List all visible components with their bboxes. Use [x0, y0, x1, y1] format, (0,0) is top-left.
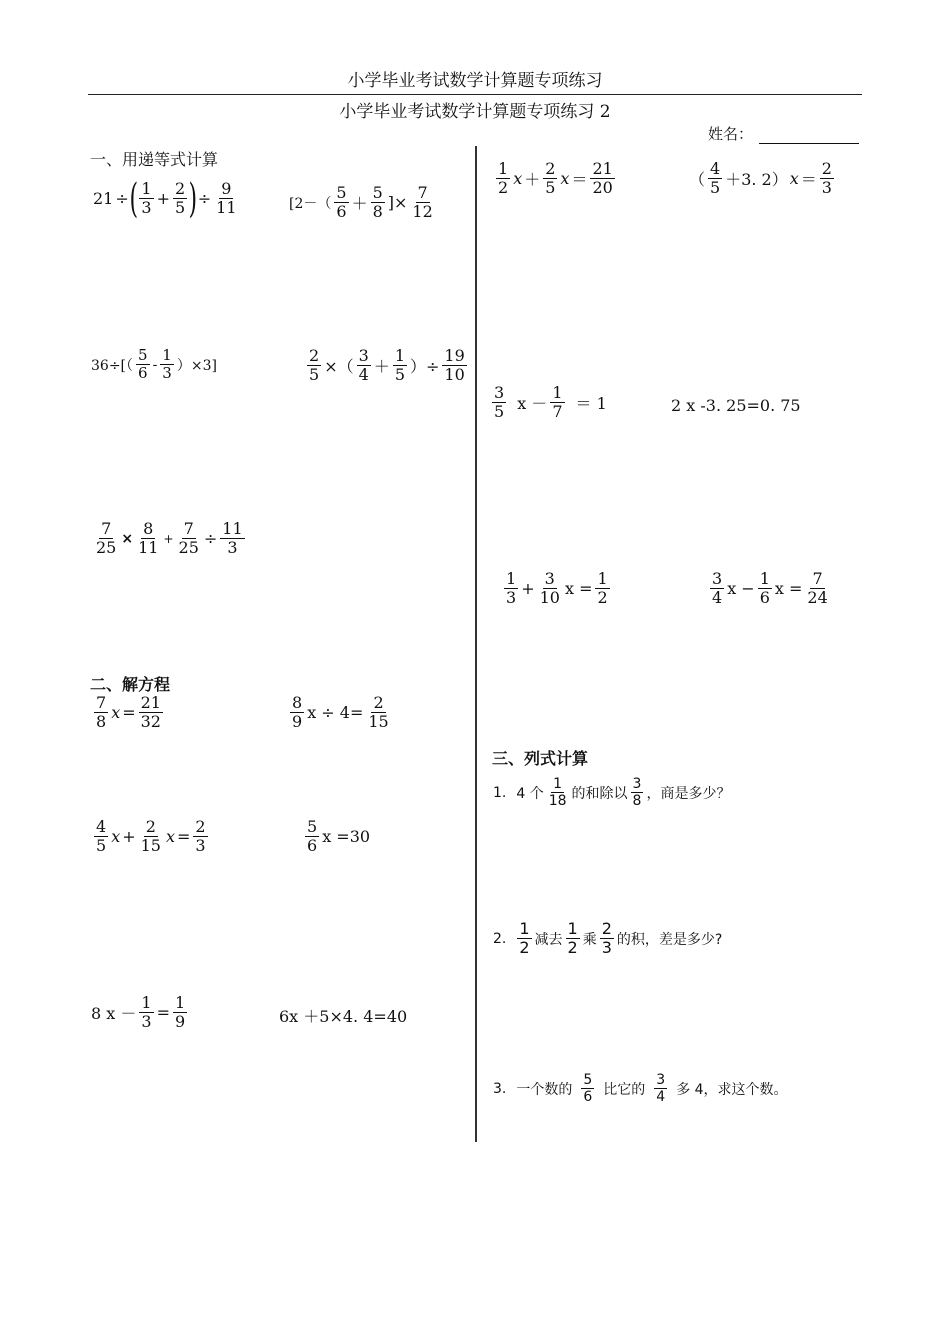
fraction	[805, 570, 829, 608]
expression-text: ＋3. 2）	[725, 170, 788, 190]
fraction-numerator: 5	[583, 1072, 593, 1088]
expression-text: 减去	[534, 931, 563, 948]
expression-text: x －	[517, 394, 548, 414]
fraction-denominator: 5	[309, 365, 320, 385]
expression-text: ）×3]	[176, 357, 217, 374]
fraction	[547, 776, 569, 809]
equation-6	[278, 1004, 408, 1027]
fraction	[550, 384, 564, 422]
fraction-numerator: 1	[498, 159, 509, 178]
fraction	[758, 570, 772, 608]
word-problem-2	[492, 920, 723, 958]
fraction-numerator: 7	[96, 693, 107, 712]
fraction-denominator: 6	[138, 364, 148, 383]
fraction-numerator: 11	[222, 519, 243, 538]
fraction	[94, 818, 108, 856]
fraction-numerator: 7	[183, 519, 194, 538]
fraction-numerator: 3	[544, 569, 555, 588]
fraction-denominator: 24	[807, 588, 828, 608]
equation-2	[288, 694, 393, 732]
fraction	[566, 920, 580, 958]
expression-text: [2－（	[289, 195, 332, 212]
fraction-numerator: 21	[140, 693, 161, 712]
fraction-numerator: 2	[373, 693, 384, 712]
expression-text: =	[122, 703, 136, 723]
expression-text: +	[163, 531, 174, 546]
expression-text: ＝	[571, 170, 588, 190]
fraction-numerator: 1	[141, 179, 152, 198]
fraction-denominator: 18	[548, 793, 567, 810]
fraction	[139, 818, 163, 856]
fraction-denominator: 8	[372, 202, 383, 222]
fraction-numerator: 1	[553, 776, 563, 792]
problem-4	[305, 347, 469, 385]
expression-text: x ÷ 4=	[307, 703, 364, 723]
fraction	[94, 520, 118, 558]
fraction-numerator: 4	[96, 817, 107, 836]
expression-text: 2 x -3. 25=0. 75	[671, 396, 801, 415]
fraction	[504, 570, 518, 608]
expression-text: 2.	[493, 930, 507, 947]
expression-text: x	[111, 827, 121, 847]
fraction-numerator: 1	[162, 346, 172, 364]
fraction	[410, 184, 434, 222]
fraction	[136, 347, 150, 383]
fraction-numerator: 2	[821, 159, 832, 178]
fraction-denominator: 10	[444, 365, 465, 385]
expression-text: x	[513, 169, 523, 189]
fraction	[492, 384, 506, 422]
fraction-numerator: 1	[506, 569, 517, 588]
fraction-numerator: 2	[309, 346, 320, 365]
fraction	[160, 347, 174, 383]
expression-text: 4 个	[516, 785, 544, 802]
expression-text: ÷	[203, 529, 218, 549]
fraction-numerator: 9	[221, 179, 232, 198]
page-top-title: 小学毕业考试数学计算题专项练习	[347, 71, 603, 91]
fraction-numerator: 5	[307, 817, 318, 836]
fraction-numerator: 7	[812, 569, 823, 588]
expression-text: 的积，差是多少?	[616, 931, 723, 948]
fraction	[543, 160, 557, 198]
fraction-denominator: 2	[519, 938, 530, 958]
expression-text: 3.	[493, 1080, 507, 1097]
fraction	[371, 184, 385, 222]
expression-text: （	[689, 170, 706, 190]
problem-2	[288, 184, 437, 222]
word-problem-3	[492, 1072, 789, 1105]
fraction-denominator: 3	[141, 198, 152, 218]
fraction	[173, 180, 187, 218]
expression-text: ＋	[373, 357, 390, 377]
fraction-numerator: 4	[710, 159, 721, 178]
equation-4	[303, 818, 371, 856]
fraction	[307, 347, 321, 385]
fraction-denominator: 3	[141, 1012, 152, 1032]
fraction	[334, 184, 348, 222]
fraction-numerator: 3	[656, 1072, 666, 1088]
expression-text: x	[789, 169, 799, 189]
expression-text: x −	[727, 579, 755, 599]
expression-text: ]×	[387, 193, 408, 213]
fraction-denominator: 9	[292, 712, 303, 732]
fraction-denominator: 3	[195, 836, 206, 856]
expression-text: 乘	[582, 931, 597, 948]
fraction-numerator: 5	[336, 183, 347, 202]
fraction	[366, 694, 390, 732]
fraction-denominator: 11	[216, 198, 237, 218]
fraction	[220, 520, 244, 558]
expression-text: 1.	[493, 784, 507, 801]
expression-text: ＋	[524, 170, 541, 190]
fraction-denominator: 6	[759, 588, 770, 608]
fraction	[177, 520, 201, 558]
fraction	[590, 160, 614, 198]
fraction	[631, 776, 644, 809]
expression-text: =	[177, 827, 191, 847]
expression-text: 36÷[（	[91, 357, 134, 374]
fraction	[357, 347, 371, 385]
section2-title: 二、解方程	[90, 675, 171, 694]
fraction-denominator: 4	[358, 365, 369, 385]
fraction-denominator: 3	[821, 178, 832, 198]
fraction-denominator: 5	[96, 836, 107, 856]
expression-text: x	[111, 703, 121, 723]
fraction-denominator: 3	[227, 538, 238, 558]
fraction	[538, 570, 562, 608]
expression-text: ）÷	[410, 357, 440, 377]
fraction-numerator: 1	[597, 569, 608, 588]
fraction-numerator: 21	[592, 159, 613, 178]
expression-text: ÷	[197, 189, 212, 209]
fraction-denominator: 25	[96, 538, 117, 558]
fraction-denominator: 5	[710, 178, 721, 198]
fraction	[136, 520, 160, 558]
fraction-numerator: 3	[358, 346, 369, 365]
fraction	[710, 570, 724, 608]
expression-text: ÷	[115, 189, 129, 209]
expression-text: x	[165, 827, 176, 847]
fraction-numerator: 3	[494, 383, 505, 402]
fraction-numerator: 1	[759, 569, 770, 588]
fraction	[654, 1072, 667, 1105]
expression-text: ＝ 1	[575, 394, 607, 414]
bracket: (	[129, 175, 138, 222]
column-divider	[475, 146, 477, 1142]
equation-r1	[494, 160, 617, 198]
expression-text: 21	[93, 189, 114, 209]
fraction-denominator: 5	[394, 365, 405, 385]
fraction-denominator: 4	[712, 588, 723, 608]
equation-3	[92, 818, 210, 856]
expression-text: +	[521, 579, 535, 599]
fraction	[393, 347, 407, 385]
fraction-numerator: 2	[195, 817, 206, 836]
fraction-numerator: 5	[372, 183, 383, 202]
fraction-denominator: 25	[178, 538, 199, 558]
fraction-denominator: 5	[545, 178, 556, 198]
name-blank-line[interactable]	[759, 127, 859, 144]
fraction-denominator: 2	[498, 178, 509, 198]
expression-text: ＋	[351, 194, 368, 214]
expression-text: 6x ＋5×4. 4=40	[279, 1007, 408, 1026]
fraction-denominator: 3	[601, 938, 612, 958]
fraction	[193, 818, 207, 856]
expression-text: 8 x －	[91, 1004, 137, 1024]
word-problem-1	[492, 776, 731, 809]
fraction-numerator: 2	[601, 919, 612, 938]
section3-title: 三、列式计算	[492, 749, 589, 768]
fraction-denominator: 12	[412, 202, 433, 222]
expression-text: +	[122, 827, 136, 847]
fraction-denominator: 32	[140, 712, 161, 732]
fraction-numerator: 2	[545, 159, 556, 178]
expression-text: ×	[121, 530, 134, 547]
fraction-numerator: 2	[145, 817, 156, 836]
equation-5	[90, 994, 189, 1032]
fraction-numerator: 1	[519, 919, 530, 938]
fraction	[600, 920, 614, 958]
fraction	[496, 160, 510, 198]
expression-text: x	[560, 169, 570, 189]
name-label: 姓名：	[708, 125, 754, 143]
fraction-denominator: 5	[174, 198, 186, 218]
fraction	[173, 994, 187, 1032]
fraction-denominator: 10	[539, 588, 560, 608]
expression-text: x =30	[322, 827, 371, 847]
fraction-denominator: 8	[632, 793, 642, 810]
expression-text: ，商是多少？	[646, 785, 731, 802]
expression-text: =	[156, 1003, 170, 1023]
bracket: )	[188, 175, 198, 222]
fraction-numerator: 1	[567, 919, 578, 938]
expression-text: 多 4，求这个数。	[676, 1081, 788, 1098]
fraction-numerator: 1	[552, 383, 563, 402]
fraction-denominator: 6	[307, 836, 318, 856]
fraction-numerator: 3	[632, 776, 642, 792]
fraction-denominator: 7	[552, 402, 563, 422]
fraction	[139, 694, 163, 732]
fraction-denominator: 2	[597, 588, 608, 608]
fraction	[139, 180, 153, 218]
header-divider	[88, 94, 862, 95]
fraction-numerator: 1	[141, 993, 152, 1012]
fraction-numerator: 1	[174, 993, 186, 1012]
expression-text: ＝	[800, 170, 817, 190]
fraction-numerator: 19	[444, 346, 465, 365]
fraction	[290, 694, 304, 732]
fraction-denominator: 11	[138, 538, 159, 558]
expression-text: +	[156, 189, 170, 209]
problem-5	[92, 520, 247, 558]
fraction-numerator: 3	[712, 569, 723, 588]
equation-r2	[688, 160, 836, 198]
fraction-denominator: 4	[656, 1089, 666, 1106]
fraction	[517, 920, 531, 958]
expression-text: x =	[564, 579, 593, 599]
problem-3	[90, 347, 218, 383]
fraction	[305, 818, 319, 856]
fraction-numerator: 7	[101, 519, 112, 538]
fraction	[708, 160, 722, 198]
fraction-denominator: 8	[96, 712, 107, 732]
fraction-numerator: 8	[292, 693, 303, 712]
fraction-denominator: 15	[140, 836, 161, 856]
fraction-numerator: 8	[143, 519, 154, 538]
expression-text: 一个数的	[516, 1081, 573, 1098]
fraction-denominator: 6	[583, 1089, 593, 1106]
fraction-denominator: 2	[567, 938, 578, 958]
expression-text: 的和除以	[571, 785, 628, 802]
fraction-denominator: 9	[174, 1012, 186, 1032]
equation-1	[92, 694, 165, 732]
fraction	[214, 180, 238, 218]
expression-text: x =	[774, 579, 803, 599]
fraction-denominator: 15	[368, 712, 389, 732]
fraction-numerator: 5	[138, 346, 148, 364]
problem-1	[92, 175, 241, 222]
equation-r3	[490, 384, 608, 422]
fraction	[442, 347, 466, 385]
equation-r5	[502, 570, 612, 608]
fraction-denominator: 6	[336, 202, 347, 222]
page-subtitle: 小学毕业考试数学计算题专项练习 2	[339, 102, 611, 122]
name-field[interactable]	[708, 123, 859, 144]
fraction-denominator: 5	[494, 402, 505, 422]
fraction-denominator: 20	[592, 178, 613, 198]
fraction-denominator: 3	[162, 364, 172, 383]
fraction	[595, 570, 609, 608]
fraction-numerator: 1	[394, 346, 405, 365]
fraction	[139, 994, 153, 1032]
expression-text: -	[152, 356, 158, 373]
fraction	[94, 694, 108, 732]
fraction	[581, 1072, 594, 1105]
fraction	[820, 160, 834, 198]
equation-r4	[670, 396, 802, 415]
section1-title: 一、用递等式计算	[90, 150, 219, 169]
equation-r6	[708, 570, 832, 608]
fraction-numerator: 7	[417, 183, 428, 202]
expression-text: ×（	[324, 357, 354, 377]
fraction-numerator: 2	[174, 179, 186, 198]
fraction-denominator: 3	[506, 588, 517, 608]
expression-text: 比它的	[603, 1081, 646, 1098]
